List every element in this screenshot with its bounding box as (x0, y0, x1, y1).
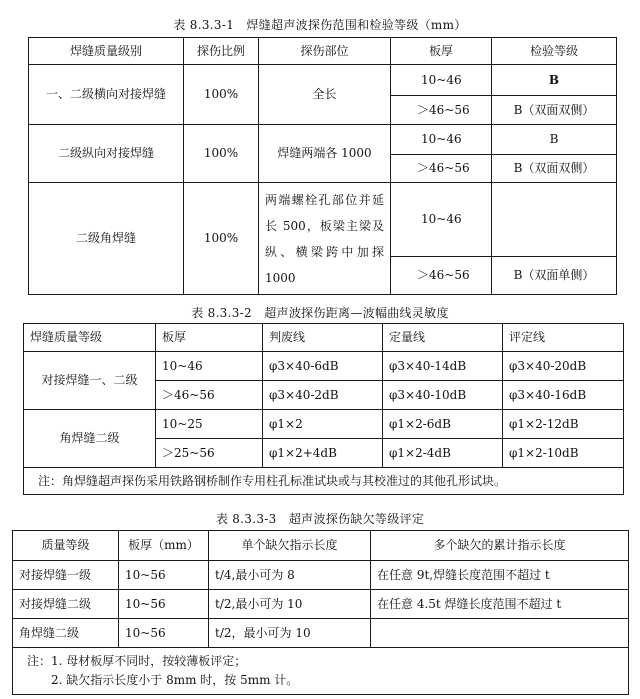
table3-note (13, 648, 629, 695)
table-row (13, 561, 629, 590)
table1-cell-grade: 二级纵向对接焊缝 (29, 125, 184, 183)
table1-cell-thickness: 10~46 (391, 125, 492, 155)
table1-cell-thickness: ＞46~56 (391, 96, 492, 125)
table1-cell-level: B（双面双侧） (492, 96, 617, 125)
table3-note-line1: 注：1. 母材板厚不同时，按较薄板评定； (27, 654, 247, 668)
table2-cell-reject: φ3×40-2dB (263, 381, 383, 410)
table-row (29, 183, 617, 257)
table2-cell-eval: φ3×40-20dB (503, 352, 624, 381)
table3-header-grade: 质量等级 (13, 531, 119, 561)
table1-cell-level (492, 183, 617, 257)
table1-cell-thickness: 10~46 (391, 65, 492, 96)
table1-cell-level: B（双面单侧） (492, 257, 617, 295)
table2-header-row (24, 324, 624, 352)
table3-cell-multi: 在任意 9t,焊缝长度范围不超过 t (371, 561, 629, 590)
table-row (13, 619, 629, 648)
table2-caption: 表 8.3.3-2 超声波探伤距离—波幅曲线灵敏度 (191, 306, 449, 320)
table3-header-thickness: 板厚（mm） (119, 531, 209, 561)
table3-cell-thickness: 10~56 (119, 590, 209, 619)
table2-header-grade: 焊缝质量等级 (24, 324, 156, 352)
table-row (29, 65, 617, 96)
table2-cell-thickness: 10~46 (156, 352, 263, 381)
table1-cell-location: 焊缝两端各 1000 (259, 125, 391, 183)
table3-header-row (13, 531, 629, 561)
table2-header-reject: 判废线 (263, 324, 383, 352)
table1-cell-location: 两端螺栓孔部位并延长 500，板梁主梁及纵、横梁跨中加探 1000 (259, 183, 391, 295)
table2-cell-eval: φ1×2-10dB (503, 439, 624, 468)
table3-note-line2: 2. 缺欠指示长度小于 8mm 时，按 5mm 计。 (51, 673, 299, 687)
table1-cell-thickness: 10~46 (391, 183, 492, 257)
table2-header-eval: 评定线 (503, 324, 624, 352)
table2-note-row (24, 468, 624, 495)
table1-cell-level: B (492, 125, 617, 155)
table1-cell-ratio: 100% (184, 183, 259, 295)
table2-header-quant: 定量线 (383, 324, 503, 352)
table3-cell-multi: 在任意 4.5t 焊缝长度范围不超过 t (371, 590, 629, 619)
table1-caption: 表 8.3.3-1 焊缝超声波探伤范围和检验等级（mm） (173, 18, 467, 32)
table3-cell-grade: 角焊缝二级 (13, 619, 119, 648)
table2-cell-eval: φ1×2-12dB (503, 410, 624, 439)
table3-caption: 表 8.3.3-3 超声波探伤缺欠等级评定 (215, 512, 425, 526)
table2-cell-reject: φ3×40-6dB (263, 352, 383, 381)
table2-cell-thickness: ＞25~56 (156, 439, 263, 468)
table1-cell-ratio: 100% (184, 65, 259, 125)
table2-cell-reject: φ1×2+4dB (263, 439, 383, 468)
table-row (29, 125, 617, 155)
table3-cell-thickness: 10~56 (119, 561, 209, 590)
table2-cell-quant: φ3×40-14dB (383, 352, 503, 381)
table3-cell-single: t/4,最小可为 8 (209, 561, 371, 590)
table3-header-multi: 多个缺欠的累计指示长度 (371, 531, 629, 561)
table2-cell-thickness: 10~25 (156, 410, 263, 439)
table-row (24, 352, 624, 381)
table1-cell-ratio: 100% (184, 125, 259, 183)
table2-cell-quant: φ3×40-10dB (383, 381, 503, 410)
table2-cell-quant: φ1×2-4dB (383, 439, 503, 468)
table1-cell-thickness: ＞46~56 (391, 155, 492, 183)
table3-cell-thickness: 10~56 (119, 619, 209, 648)
table-row (24, 410, 624, 439)
table3-cell-multi (371, 619, 629, 648)
table1-header-location: 探伤部位 (259, 38, 391, 65)
table2-cell-eval: φ3×40-16dB (503, 381, 624, 410)
table1-cell-thickness: ＞46~56 (391, 257, 492, 295)
table2-cell-quant: φ1×2-6dB (383, 410, 503, 439)
table2-cell-grade: 角焊缝二级 (24, 410, 156, 468)
table1-header-row (29, 38, 617, 65)
table1-header-thickness: 板厚 (391, 38, 492, 65)
table2 (23, 323, 624, 495)
table3-header-single: 单个缺欠指示长度 (209, 531, 371, 561)
table3-cell-grade: 对接焊缝一级 (13, 561, 119, 590)
table3 (12, 530, 629, 695)
table1-cell-grade: 一、二级横向对接焊缝 (29, 65, 184, 125)
table2-note: 注：角焊缝超声探伤采用铁路钢桥制作专用柱孔标准试块或与其校准过的其他孔形试块。 (24, 468, 624, 495)
table1-cell-grade: 二级角焊缝 (29, 183, 184, 295)
table1-header-level: 检验等级 (492, 38, 617, 65)
table1-cell-location: 全长 (259, 65, 391, 125)
table3-cell-single: t/2,最小可为 10 (209, 590, 371, 619)
table3-note-row (13, 648, 629, 695)
table3-cell-grade: 对接焊缝二级 (13, 590, 119, 619)
table1-cell-level: B (492, 65, 617, 96)
table2-cell-reject: φ1×2 (263, 410, 383, 439)
table-row (13, 590, 629, 619)
table1 (28, 37, 617, 295)
table1-header-ratio: 探伤比例 (184, 38, 259, 65)
table2-cell-thickness: ＞46~56 (156, 381, 263, 410)
table1-cell-level: B（双面双侧） (492, 155, 617, 183)
table2-cell-grade: 对接焊缝一、二级 (24, 352, 156, 410)
table2-header-thickness: 板厚 (156, 324, 263, 352)
table3-cell-single: t/2，最小可为 10 (209, 619, 371, 648)
table1-header-grade: 焊缝质量级别 (29, 38, 184, 65)
